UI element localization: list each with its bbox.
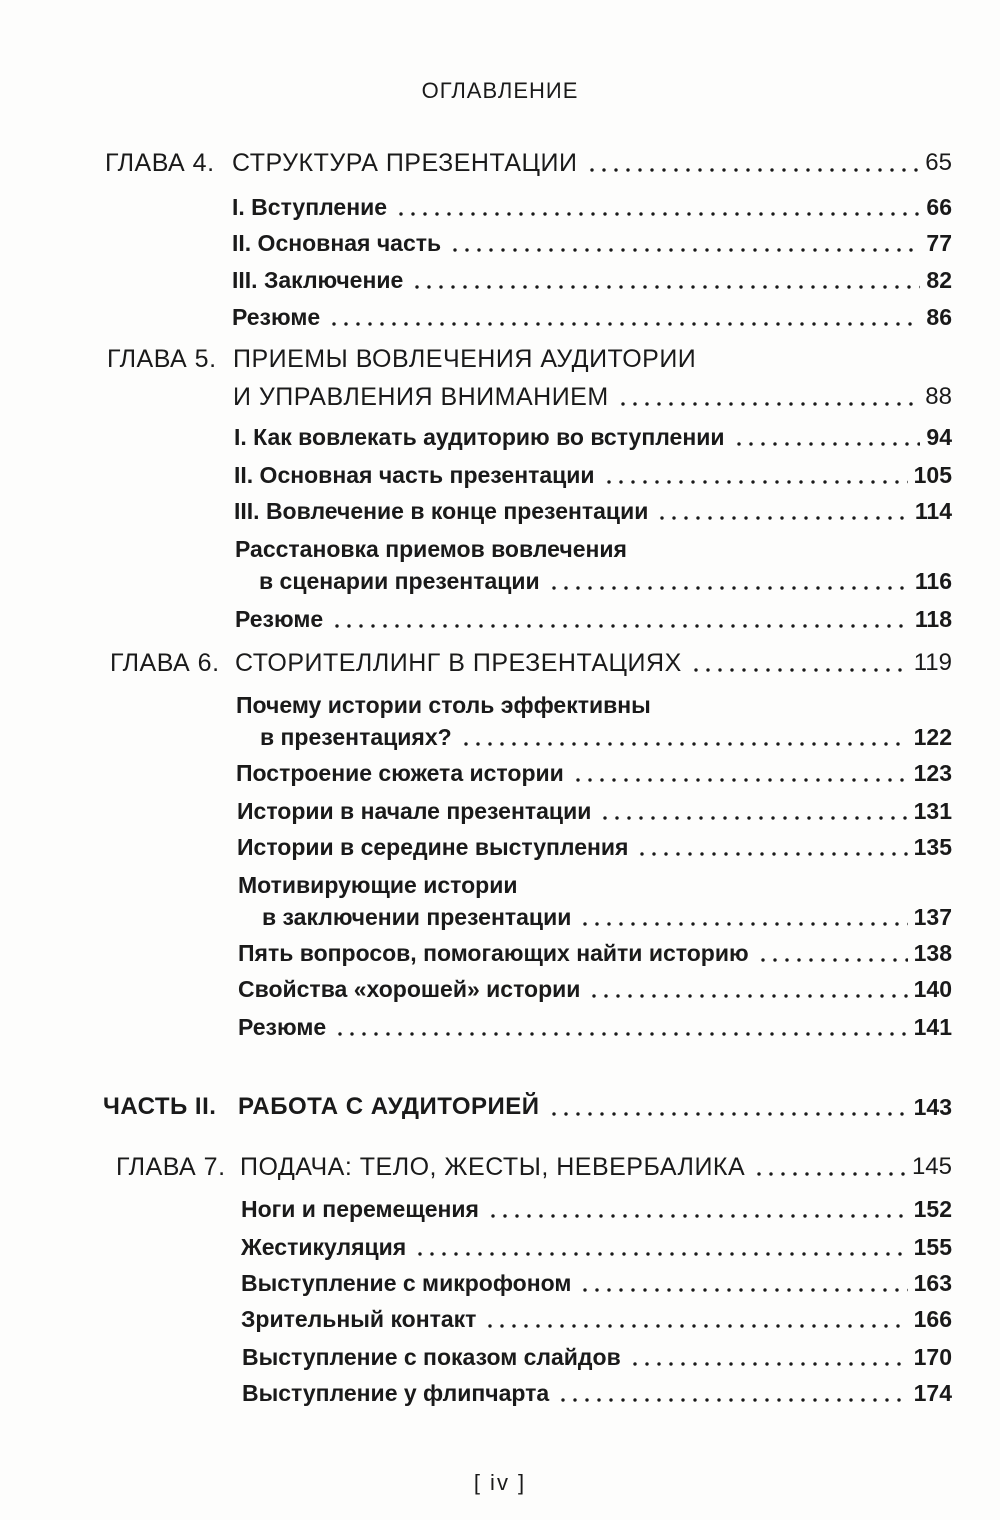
part-label: ЧАСТЬ II. xyxy=(103,1093,217,1120)
dot-leader xyxy=(753,1172,906,1176)
section-title: I. Как вовлекать аудиторию во вступлении xyxy=(234,424,725,450)
toc-entry[interactable] xyxy=(0,1012,952,1042)
toc-entry[interactable] xyxy=(0,192,952,222)
chapter-title: ПОДАЧА: ТЕЛО, ЖЕСТЫ, НЕВЕРБАЛИКА xyxy=(240,1153,746,1181)
page-ref: 66 xyxy=(926,194,952,220)
toc-entry[interactable] xyxy=(0,460,952,490)
page-ref: 152 xyxy=(913,1196,952,1222)
chapter-title: СТРУКТУРА ПРЕЗЕНТАЦИИ xyxy=(232,149,578,177)
page-ref: 135 xyxy=(913,834,952,860)
toc-entry[interactable] xyxy=(0,938,952,968)
section-title: Резюме xyxy=(238,1014,327,1040)
section-title: Выступление с показом слайдов xyxy=(242,1344,621,1370)
dot-leader xyxy=(449,248,920,252)
page-ref: 170 xyxy=(913,1344,952,1370)
section-title: Истории в середине выступления xyxy=(237,834,629,860)
dot-leader xyxy=(586,168,920,172)
section-title-line: Мотивирующие истории xyxy=(238,872,518,898)
section-title: Резюме xyxy=(235,606,324,632)
page-ref: 137 xyxy=(913,904,952,930)
toc-entry[interactable] xyxy=(0,1378,952,1408)
toc-entry[interactable] xyxy=(0,974,952,1004)
dot-leader xyxy=(572,778,908,782)
section-title: Жестикуляция xyxy=(241,1234,407,1260)
dot-leader xyxy=(328,322,920,326)
toc-entry[interactable] xyxy=(0,302,952,332)
section-title: III. Заключение xyxy=(232,267,404,293)
toc-entry[interactable] xyxy=(0,902,952,932)
page-ref: 145 xyxy=(911,1153,952,1180)
dot-leader xyxy=(603,480,908,484)
page-number: [ iv ] xyxy=(473,1470,527,1495)
dot-leader xyxy=(487,1214,908,1218)
page-ref: 141 xyxy=(913,1014,952,1040)
page-title: ОГЛАВЛЕНИЕ xyxy=(421,78,579,103)
page-ref: 88 xyxy=(925,383,952,410)
dot-leader xyxy=(757,958,908,962)
toc-entry[interactable] xyxy=(0,1268,952,1298)
page-ref: 131 xyxy=(913,798,952,824)
section-title: Выступление у флипчарта xyxy=(242,1380,550,1406)
dot-leader xyxy=(656,516,909,520)
dot-leader xyxy=(629,1362,908,1366)
page-ref: 119 xyxy=(913,649,952,676)
dot-leader xyxy=(579,922,907,926)
toc-entry[interactable] xyxy=(0,722,952,752)
dot-leader xyxy=(636,852,907,856)
dot-leader xyxy=(733,442,921,446)
dot-leader xyxy=(690,668,908,672)
chapter-title-line: И УПРАВЛЕНИЯ ВНИМАНИЕМ xyxy=(233,383,609,411)
toc-entry[interactable] xyxy=(0,796,952,826)
toc-entry-chapter-4[interactable] xyxy=(0,148,952,178)
dot-leader xyxy=(334,1032,907,1036)
section-title: II. Основная часть презентации xyxy=(234,462,595,488)
chapter-title-line: ПРИЕМЫ ВОВЛЕЧЕНИЯ АУДИТОРИИ xyxy=(233,345,697,373)
toc-entry[interactable] xyxy=(0,758,952,788)
chapter-label: ГЛАВА 5. xyxy=(107,345,217,373)
page-ref: 77 xyxy=(926,230,952,256)
dot-leader xyxy=(599,816,907,820)
section-title-line: Почему истории столь эффективны xyxy=(236,692,651,718)
section-title: Выступление с микрофоном xyxy=(241,1270,572,1296)
dot-leader xyxy=(548,1112,908,1116)
page-ref: 140 xyxy=(913,976,952,1002)
dot-leader xyxy=(557,1398,907,1402)
page-ref: 94 xyxy=(926,424,952,450)
page-ref: 105 xyxy=(913,462,952,488)
toc-entry[interactable] xyxy=(0,604,952,634)
dot-leader xyxy=(331,624,909,628)
toc-entry-part-2[interactable] xyxy=(0,1092,952,1122)
section-title: II. Основная часть xyxy=(232,230,442,256)
page-ref: 82 xyxy=(926,267,952,293)
page-ref: 166 xyxy=(913,1306,952,1332)
chapter-title: СТОРИТЕЛЛИНГ В ПРЕЗЕНТАЦИЯХ xyxy=(235,649,682,677)
toc-entry-chapter-6[interactable] xyxy=(0,648,952,678)
dot-leader xyxy=(395,212,920,216)
toc-entry[interactable] xyxy=(0,1304,952,1334)
page-ref: 155 xyxy=(913,1234,952,1260)
dot-leader xyxy=(548,586,909,590)
chapter-label: ГЛАВА 6. xyxy=(110,649,220,677)
dot-leader xyxy=(617,402,920,406)
page-ref: 116 xyxy=(914,568,952,594)
toc-entry[interactable] xyxy=(0,1232,952,1262)
page-ref: 86 xyxy=(926,304,952,330)
section-title: Построение сюжета истории xyxy=(236,760,564,786)
page-ref: 114 xyxy=(914,498,952,524)
page-ref: 163 xyxy=(913,1270,952,1296)
toc-entry-chapter-7[interactable] xyxy=(0,1152,952,1182)
page-ref: 123 xyxy=(913,760,952,786)
section-title: Истории в начале презентации xyxy=(237,798,592,824)
toc-entry[interactable] xyxy=(0,566,952,596)
dot-leader xyxy=(484,1324,907,1328)
page-ref: 138 xyxy=(913,940,952,966)
chapter-label: ГЛАВА 7. xyxy=(116,1153,226,1181)
page-ref: 174 xyxy=(913,1380,952,1406)
section-title: Ноги и перемещения xyxy=(241,1196,479,1222)
dot-leader xyxy=(414,1252,907,1256)
page-ref: 65 xyxy=(925,149,952,176)
dot-leader xyxy=(579,1288,907,1292)
section-title: III. Вовлечение в конце презентации xyxy=(234,498,649,524)
section-title-line: в заключении презентации xyxy=(262,904,572,930)
chapter-label: ГЛАВА 4. xyxy=(105,149,215,177)
section-title-line: в сценарии презентации xyxy=(259,568,540,594)
toc-entry[interactable] xyxy=(0,1342,952,1372)
section-title: Свойства «хорошей» истории xyxy=(238,976,581,1002)
toc-entry[interactable] xyxy=(0,228,952,258)
toc-entry[interactable] xyxy=(0,1194,952,1224)
section-title: Резюме xyxy=(232,304,321,330)
section-title-line: Расстановка приемов вовлечения xyxy=(235,536,627,562)
dot-leader xyxy=(588,994,907,998)
section-title: Пять вопросов, помогающих найти историю xyxy=(238,940,749,966)
toc-entry[interactable] xyxy=(0,265,952,295)
dot-leader xyxy=(411,285,920,289)
part-title: РАБОТА С АУДИТОРИЕЙ xyxy=(238,1093,540,1120)
page-ref: 118 xyxy=(914,606,952,632)
dot-leader xyxy=(460,742,908,746)
toc-entry[interactable] xyxy=(0,832,952,862)
page-ref: 143 xyxy=(913,1094,952,1120)
toc-entry[interactable] xyxy=(0,422,952,452)
section-title: I. Вступление xyxy=(232,194,388,220)
page-ref: 122 xyxy=(913,724,952,750)
section-title-line: в презентациях? xyxy=(260,724,452,750)
toc-entry[interactable] xyxy=(0,496,952,526)
toc-entry-chapter-5[interactable] xyxy=(0,382,952,412)
section-title: Зрительный контакт xyxy=(241,1306,477,1332)
